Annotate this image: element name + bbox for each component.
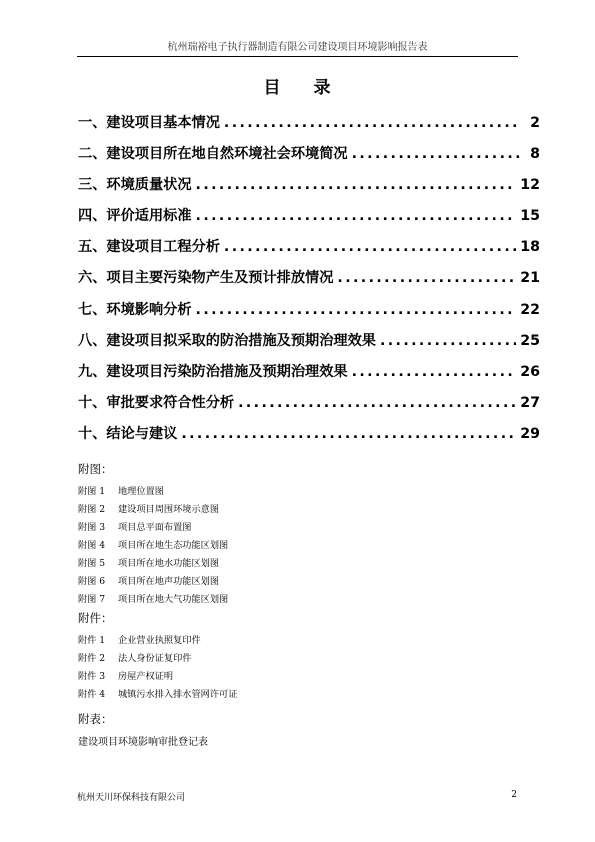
footer-company: 杭州天川环保科技有限公司 [77,793,186,803]
attachment-item-key: 附件 4 [78,689,106,700]
tables-item: 建设项目环境影响审批登记表 [78,737,208,748]
toc-entry-label: 项目主要污染物产生及预计排放情况 [106,270,334,287]
attachment-item-key: 附件 2 [78,653,106,664]
tables-section [78,711,208,751]
toc-entry-label: 建设项目工程分析 [106,239,220,256]
figure-item-value: 项目总平面布置图 [118,522,192,533]
figure-item-value: 项目所在地大气功能区划图 [118,594,229,605]
attachment-item [78,650,237,668]
figure-item-value: 项目所在地声功能区划图 [118,576,220,587]
figure-item-value: 建设项目周围环境示意图 [118,504,220,515]
toc-entry-page: 25 [520,332,540,349]
toc-entry-page: 2 [530,115,540,131]
toc-leader-dots [224,239,516,255]
toc-entry-label: 结论与建议 [106,425,178,442]
toc-leader-dots [196,302,517,318]
figure-item [78,519,228,537]
toc-entry-page: 26 [520,363,540,380]
toc-entry-page: 18 [520,239,540,256]
toc-entry-page: 12 [520,177,540,194]
toc-entry-page: 21 [520,270,540,287]
toc-entry-number: 十、 [78,394,107,411]
figure-item [78,555,228,573]
toc-entry-number: 五、 [78,239,107,256]
toc-entry-label: 评价适用标准 [106,208,192,225]
footer-page-number: 2 [511,790,517,800]
toc-title-left: 目 [263,78,282,98]
attachment-item-key: 附件 1 [78,635,106,646]
figures-title: 附图： [78,462,113,476]
attachment-item [78,668,237,686]
toc-entry[interactable] [78,267,540,298]
toc-leader-dots [337,270,516,286]
toc-entry-label: 环境影响分析 [106,301,192,318]
toc-entry[interactable] [78,330,540,361]
attachment-item-value: 企业营业执照复印件 [118,635,201,646]
toc-leader-dots [352,364,517,380]
toc-entry[interactable] [78,423,540,454]
toc-leader-dots [238,395,516,411]
toc-entry[interactable] [78,143,540,174]
figure-item-value: 项目所在地生态功能区划图 [118,540,229,551]
toc-leader-dots [352,146,520,162]
toc-entry-page: 29 [520,425,540,442]
figure-item [78,483,228,501]
toc-entry-number: 九、 [78,363,107,380]
toc-title [0,73,595,98]
toc-leader-dots [196,208,517,224]
toc-entry-label: 建设项目基本情况 [106,115,220,131]
figure-item-key: 附图 5 [78,558,106,569]
figure-item-key: 附图 6 [78,576,106,587]
figure-item [78,591,228,609]
attachment-item-value: 城镇污水排入排水管网许可证 [118,689,238,700]
toc-entry-label: 审批要求符合性分析 [106,394,235,411]
figures-section [78,461,228,609]
toc-entry[interactable] [78,205,540,236]
figure-item [78,573,228,591]
toc-leader-dots [196,177,517,193]
table-of-contents [78,112,540,454]
toc-entry-label: 建设项目拟采取的防治措施及预期治理效果 [106,332,376,349]
tables-title: 附表： [78,712,113,726]
toc-entry-number: 一、 [78,115,107,131]
page-header: 杭州瑞裕电子执行器制造有限公司建设项目环境影响报告表 [167,42,428,53]
attachment-item [78,632,237,650]
attachment-item-value: 房屋产权证明 [118,671,174,682]
toc-entry-number: 八、 [78,332,107,349]
attachments-title: 附件： [78,611,113,625]
toc-entry[interactable] [78,174,540,205]
toc-entry[interactable] [78,392,540,423]
attachment-item-value: 法人身份证复印件 [118,653,192,664]
figure-item-key: 附图 2 [78,504,106,515]
attachments-section [78,610,237,704]
toc-entry-number: 七、 [78,301,107,318]
toc-title-right: 录 [313,78,332,98]
toc-entry-page: 22 [520,301,540,318]
figure-item-key: 附图 1 [78,486,106,497]
attachment-item-key: 附件 3 [78,671,106,682]
toc-entry-label: 建设项目污染防治措施及预期治理效果 [106,363,348,380]
toc-leader-dots [181,426,516,442]
figure-item-value: 地理位置图 [118,486,164,497]
toc-entry[interactable] [78,112,540,143]
figure-item [78,501,228,519]
toc-entry-label: 建设项目所在地自然环境社会环境简况 [106,146,348,163]
toc-entry-page: 15 [520,208,540,225]
toc-entry-number: 二、 [78,146,107,163]
toc-entry-number: 三、 [78,177,107,194]
figure-item-value: 项目所在地水功能区划图 [118,558,220,569]
figure-item-key: 附图 4 [78,540,106,551]
toc-entry[interactable] [78,361,540,392]
toc-entry[interactable] [78,299,540,330]
attachment-item [78,686,237,704]
header-rule [77,56,518,57]
toc-leader-dots [224,115,520,131]
figure-item-key: 附图 7 [78,594,106,605]
figure-item-key: 附图 3 [78,522,106,533]
toc-entry-number: 四、 [78,208,107,225]
toc-entry-label: 环境质量状况 [106,177,192,194]
toc-entry-page: 8 [530,146,540,163]
toc-leader-dots [380,333,516,349]
toc-entry-number: 十、 [78,425,107,442]
toc-entry-number: 六、 [78,270,107,287]
toc-entry-page: 27 [520,394,540,411]
toc-entry[interactable] [78,236,540,267]
figure-item [78,537,228,555]
